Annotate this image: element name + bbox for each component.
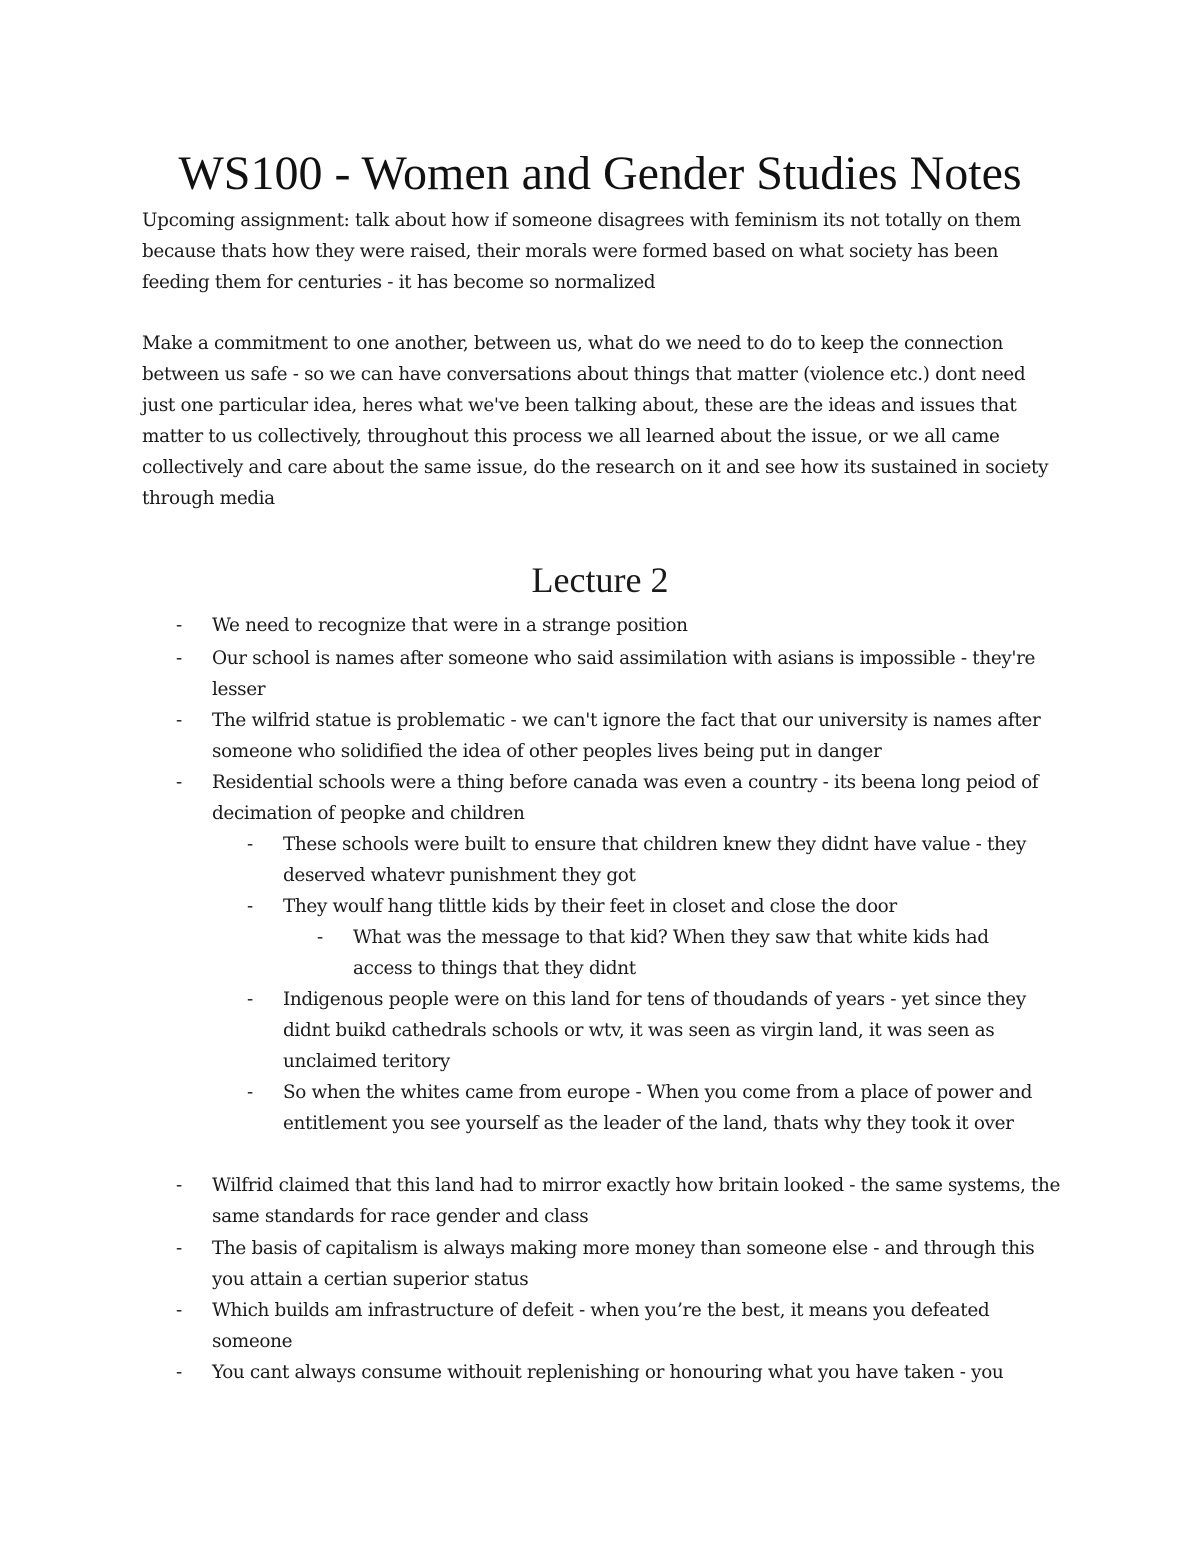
- bullet-marker: -: [176, 615, 182, 636]
- list-item: [247, 1077, 1067, 1139]
- list-item-text: So when the whites came from europe - When you come from a place of power and entitlement you see yourself as the leader of the land, thats why they took it over: [283, 1082, 1033, 1134]
- bullet-marker: -: [176, 1300, 182, 1321]
- bullet-marker: -: [176, 1175, 182, 1196]
- bullet-marker: -: [176, 648, 182, 669]
- list-item-text: You cant always consume withouit replenishing or honouring what you have taken - you: [212, 1362, 1004, 1383]
- list-item: [176, 1295, 1066, 1357]
- bullet-marker: -: [247, 834, 253, 855]
- list-item: [176, 610, 1066, 641]
- list-item: [247, 891, 1067, 922]
- list-item: [247, 984, 1067, 1077]
- list-item: [176, 705, 1066, 767]
- list-item: [176, 643, 1066, 705]
- list-item-text: What was the message to that kid? When they saw that white kids had access to things that they didnt: [353, 927, 989, 979]
- bullet-marker: -: [176, 710, 182, 731]
- list-item: [176, 1170, 1066, 1232]
- list-item-text: Residential schools were a thing before canada was even a country - its beena long peiod of decimation of peopke and children: [212, 772, 1039, 824]
- list-item-text: Wilfrid claimed that this land had to mirror exactly how britain looked - the same systems, the same standards for race gender and class: [212, 1175, 1061, 1227]
- commitment-paragraph: Make a commitment to one another, between us, what do we need to do to keep the connection between us safe - so we can have conversations about things that matter (violence etc.) dont need just one particular idea, heres what we've been talking about, these are the ideas and issues that matter to us collectively, throughout this process we all learned about the issue, or we all came collectively and care about the same issue, do the research on it and see how its sustained in society through media: [142, 333, 1049, 509]
- list-item-text: They woulf hang tlittle kids by their feet in closet and close the door: [283, 896, 897, 917]
- bullet-marker: -: [247, 989, 253, 1010]
- section-heading: Lecture 2: [531, 560, 669, 600]
- list-item-text: Which builds am infrastructure of defeit - when you’re the best, it means you defeated someone: [212, 1300, 990, 1352]
- list-item-text: These schools were built to ensure that children knew they didnt have value - they deserved whatevr punishment they got: [283, 834, 1027, 886]
- list-item: [176, 767, 1066, 829]
- document-title: WS100 - Women and Gender Studies Notes: [178, 147, 1022, 200]
- list-item: [176, 1233, 1066, 1295]
- bullet-marker: -: [247, 896, 253, 917]
- list-item-text: The basis of capitalism is always making more money than someone else - and through this you attain a certian superior status: [212, 1238, 1035, 1290]
- intro-paragraph: Upcoming assignment: talk about how if someone disagrees with feminism its not totally on them because thats how they were raised, their morals were formed based on what society has been feeding them for centuries - it has become so normalized: [142, 210, 1021, 293]
- list-item-text: We need to recognize that were in a strange position: [212, 615, 688, 636]
- bullet-marker: -: [317, 927, 323, 948]
- bullet-marker: -: [176, 772, 182, 793]
- list-item: [176, 1357, 1066, 1388]
- bullet-marker: -: [247, 1082, 253, 1103]
- list-item: [317, 922, 1037, 984]
- list-item-text: Our school is names after someone who said assimilation with asians is impossible - they're lesser: [212, 648, 1036, 700]
- list-item-text: Indigenous people were on this land for tens of thoudands of years - yet since they didnt buikd cathedrals schools or wtv, it was seen as virgin land, it was seen as unclaimed teritory: [283, 989, 1026, 1072]
- bullet-marker: -: [176, 1238, 182, 1259]
- list-item: [247, 829, 1067, 891]
- list-item-text: The wilfrid statue is problematic - we can't ignore the fact that our university is names after someone who solidified the idea of other peoples lives being put in danger: [212, 710, 1041, 762]
- bullet-marker: -: [176, 1362, 182, 1383]
